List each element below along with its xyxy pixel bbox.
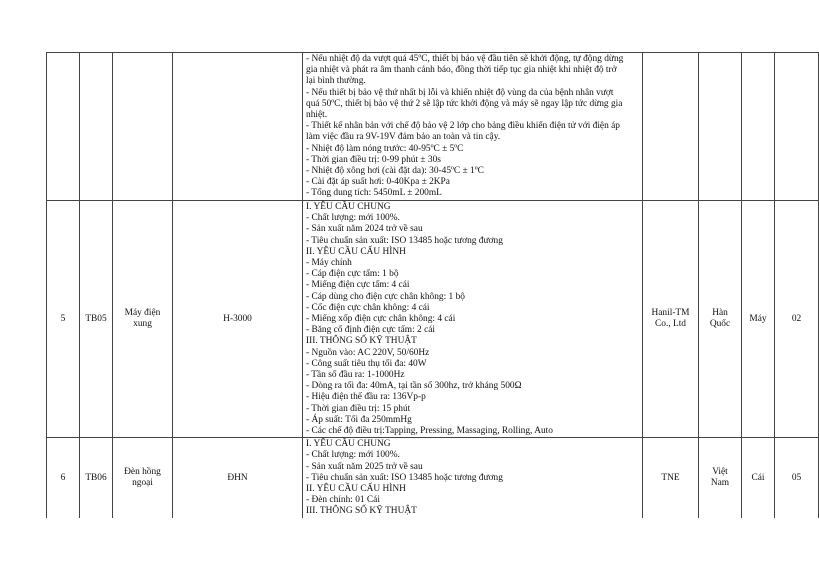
manufacturer-cell: TNE — [643, 438, 699, 519]
spec-line: - Tổng dung tích: 5450mL ± 200mL — [306, 188, 442, 199]
item-name-cell: Máy điện xung — [113, 201, 173, 438]
spec-line: gia nhiệt và phát ra âm thanh cảnh báo, đồng thời tiếp tục gia nhiệt khi nhiệt độ trở — [306, 65, 617, 76]
spec-line: - Công suất tiêu thụ tối đa: 40W — [306, 358, 427, 369]
model-cell: H-3000 — [173, 201, 303, 438]
spec-line: - Tiêu chuẩn sản xuất: ISO 13485 hoặc tương đương — [306, 472, 503, 483]
item-name-cell: Đèn hồng ngoại — [113, 438, 173, 519]
spec-line: - Tiêu chuẩn sản xuất: ISO 13485 hoặc tương đương — [306, 235, 503, 246]
spec-line: - Nguồn vào: AC 220V, 50/60Hz — [306, 347, 430, 358]
spec-line: III. THÔNG SỐ KỸ THUẬT — [306, 506, 417, 517]
spec-line: - Cốc điện cực chân không: 4 cái — [306, 302, 430, 313]
unit-cell: Cái — [742, 438, 775, 519]
quantity-cell: 05 — [775, 438, 819, 519]
spec-line: - Miếng điện cực tấm: 4 cái — [306, 280, 410, 291]
row-number-cell: 6 — [47, 438, 80, 519]
spec-line: - Băng cố định điện cực tấm: 2 cái — [306, 325, 435, 336]
table-row — [47, 438, 819, 519]
spec-line: làm việc đầu ra 9V-19V đảm bảo an toàn và tin cậy. — [306, 132, 501, 143]
spec-line: I. YÊU CẦU CHUNG — [306, 439, 391, 450]
spec-line: - Áp suất: Tối đa 250mmHg — [306, 414, 412, 425]
spec-line: - Sản xuất năm 2025 trở về sau — [306, 461, 423, 472]
unit-cell — [742, 53, 775, 201]
item-code-cell: TB06 — [80, 438, 113, 519]
spec-line: II. YÊU CẦU CẤU HÌNH — [306, 246, 406, 257]
table-body — [47, 53, 819, 519]
table-row — [47, 53, 819, 201]
specification-cell — [303, 438, 643, 519]
spec-line: - Thời gian điều trị: 0-99 phút ± 30s — [306, 154, 441, 165]
spec-line: - Nếu thiết bị bảo vệ thứ nhất bị lỗi và khiến nhiệt độ vùng da của bệnh nhân vượt — [306, 87, 614, 98]
spec-line: II. YÊU CẦU CẤU HÌNH — [306, 484, 406, 495]
spec-line: lại bình thường. — [306, 76, 366, 87]
spec-line: - Dòng ra tối đa: 40mA, tại tần số 300hz, trở kháng 500Ω — [306, 381, 522, 392]
table-row — [47, 201, 819, 438]
spec-line: - Tần số đầu ra: 1-1000Hz — [306, 370, 405, 381]
row-number-cell — [47, 53, 80, 201]
manufacturer-cell — [643, 53, 699, 201]
spec-line: - Miếng xốp điện cực chân không: 4 cái — [306, 314, 456, 325]
specification-cell — [303, 201, 643, 438]
equipment-spec-table — [46, 52, 819, 518]
spec-line: - Cài đặt áp suất hơi: 0-40Kpa ± 2KPa — [306, 177, 450, 188]
spec-line: - Các chế độ điều trị:Tapping, Pressing, Massaging, Rolling, Auto — [306, 426, 553, 437]
specification-cell — [303, 53, 643, 201]
model-cell: ĐHN — [173, 438, 303, 519]
spec-line: III. THÔNG SỐ KỸ THUẬT — [306, 336, 417, 347]
spec-line: - Chất lượng: mới 100%. — [306, 450, 400, 461]
spec-line: - Cáp dùng cho điện cực chân không: 1 bộ — [306, 291, 465, 302]
spec-line: - Cáp điện cực tấm: 1 bộ — [306, 269, 399, 280]
spec-line: - Nhiệt độ làm nóng trước: 40-95ºC ± 5ºC — [306, 143, 464, 154]
item-code-cell — [80, 53, 113, 201]
spec-line: - Thiết kế nhân bản với chế độ bảo vệ 2 lớp cho bảng điều khiển điện tử với điện áp — [306, 121, 620, 132]
quantity-cell — [775, 53, 819, 201]
spec-line: I. YÊU CẦU CHUNG — [306, 202, 391, 212]
spec-line: - Hiệu điện thế đầu ra: 136Vp-p — [306, 392, 426, 403]
origin-cell — [699, 53, 742, 201]
model-cell — [173, 53, 303, 201]
origin-cell: Hàn Quốc — [699, 201, 742, 438]
spec-line: - Nhiệt độ xông hơi (cài đặt da): 30-45ºC ± 1ºC — [306, 166, 484, 177]
item-code-cell: TB05 — [80, 201, 113, 438]
manufacturer-cell: Hanil-TM Co., Ltd — [643, 201, 699, 438]
spec-line: - Đèn chính: 01 Cái — [306, 495, 380, 506]
quantity-cell: 02 — [775, 201, 819, 438]
spec-line: - Nếu nhiệt độ da vượt quá 45ºC, thiết bị bảo vệ đầu tiên sẽ khởi động, tự động dừng — [306, 54, 624, 64]
spec-line: - Thời gian điều trị: 15 phút — [306, 403, 411, 414]
origin-cell: Việt Nam — [699, 438, 742, 519]
spec-line: - Chất lượng: mới 100%. — [306, 213, 400, 224]
unit-cell: Máy — [742, 201, 775, 438]
spec-line: - Máy chính — [306, 258, 352, 269]
row-number-cell: 5 — [47, 201, 80, 438]
item-name-cell — [113, 53, 173, 201]
spec-line: - Sản xuất năm 2024 trở về sau — [306, 224, 423, 235]
spec-line: quá 50ºC, thiết bị bảo vệ thứ 2 sẽ lập tức khởi động và máy sẽ ngay lập tức dừng gia — [306, 98, 623, 109]
spec-line: nhiệt. — [306, 110, 328, 121]
